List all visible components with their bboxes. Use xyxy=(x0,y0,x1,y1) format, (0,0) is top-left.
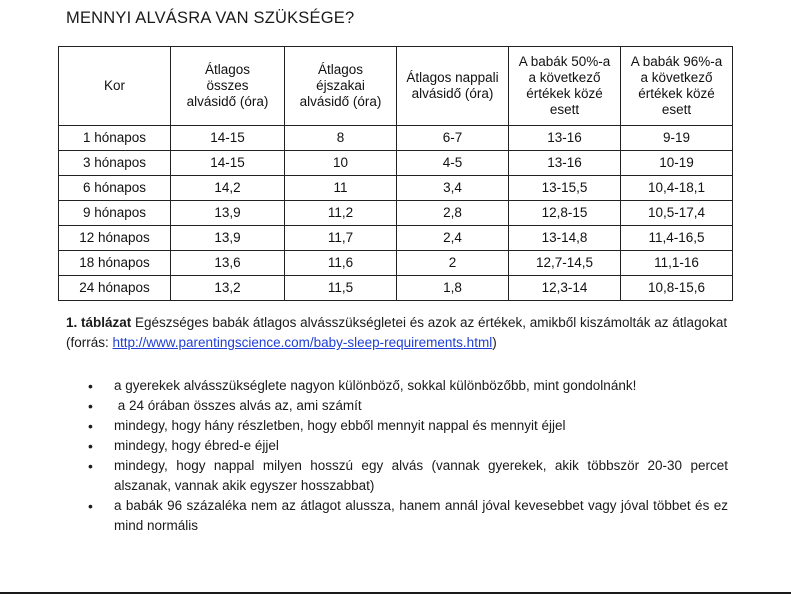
table-cell: 24 hónapos xyxy=(59,276,171,301)
list-item xyxy=(88,496,728,536)
table-row xyxy=(59,151,733,176)
list-item xyxy=(88,456,728,496)
table-cell: 6 hónapos xyxy=(59,176,171,201)
list-item xyxy=(88,376,728,396)
list-item xyxy=(88,416,728,436)
table-cell: 10,8-15,6 xyxy=(621,276,733,301)
table-cell: 10,4-18,1 xyxy=(621,176,733,201)
bullet-icon: • xyxy=(88,378,93,394)
table-cell: 4-5 xyxy=(397,151,509,176)
table-cell: 2,4 xyxy=(397,226,509,251)
table-row xyxy=(59,126,733,151)
list-item-text: mindegy, hogy hány részletben, hogy ebből mennyit nappal és mennyit éjjel xyxy=(114,418,566,433)
table-cell: 11,6 xyxy=(285,251,397,276)
header-50-percent xyxy=(509,47,621,126)
table-cell: 2,8 xyxy=(397,201,509,226)
table-caption xyxy=(66,313,736,353)
table-cell: 13,6 xyxy=(171,251,285,276)
table-cell: 11,5 xyxy=(285,276,397,301)
table-cell: 9 hónapos xyxy=(59,201,171,226)
list-item-text: a babák 96 százaléka nem az átlagot alussza, hanem annál jóval kevesebbet vagy jóval többet és ez mind normális xyxy=(114,498,728,533)
table-row xyxy=(59,176,733,201)
table-cell: 3 hónapos xyxy=(59,151,171,176)
table-cell: 3,4 xyxy=(397,176,509,201)
bullet-icon: • xyxy=(88,498,93,514)
bullet-icon: • xyxy=(88,438,93,454)
table-cell: 11 xyxy=(285,176,397,201)
table-cell: 13-16 xyxy=(509,126,621,151)
table-cell: 11,4-16,5 xyxy=(621,226,733,251)
header-96-percent-text: A babák 96%-a a következő értékek közé esett xyxy=(630,54,723,117)
header-total-sleep xyxy=(171,47,285,126)
caption-text: Egészséges babák átlagos alvásszükségletei és azok az értékek, amikből kiszámolták az átlagokat (forrás: xyxy=(66,315,728,350)
header-50-percent-text: A babák 50%-a a következő értékek közé esett xyxy=(518,54,611,117)
table-cell: 6-7 xyxy=(397,126,509,151)
table-cell: 10 xyxy=(285,151,397,176)
table-cell: 1,8 xyxy=(397,276,509,301)
bullet-list xyxy=(88,376,728,536)
caption-label: 1. táblázat xyxy=(66,315,132,330)
bullet-icon: • xyxy=(88,418,93,434)
header-total-sleep-text: Átlagos összes alvásidő (óra) xyxy=(186,62,269,109)
list-item-text: mindegy, hogy nappal milyen hosszú egy alvás (vannak gyerekek, akik többször 20-30 percet alszanak, vannak akik egyszer hosszabbat) xyxy=(114,458,728,493)
table-cell: 13-15,5 xyxy=(509,176,621,201)
page-bottom-divider xyxy=(0,592,791,594)
header-day-sleep-text: Átlagos nappali alvásidő (óra) xyxy=(406,70,499,101)
table-cell: 12,3-14 xyxy=(509,276,621,301)
table-cell: 13-14,8 xyxy=(509,226,621,251)
table-row xyxy=(59,201,733,226)
bullet-icon: • xyxy=(88,458,93,474)
list-item-text: a 24 órában összes alvás az, ami számít xyxy=(114,398,362,413)
caption-text-end: ) xyxy=(492,335,497,350)
table-cell: 13,9 xyxy=(171,201,285,226)
page-title: MENNYI ALVÁSRA VAN SZÜKSÉGE? xyxy=(66,9,355,27)
table-header-row xyxy=(59,47,733,126)
header-night-sleep-text: Átlagos éjszakai alvásidő (óra) xyxy=(299,62,382,109)
table-row xyxy=(59,276,733,301)
table-cell: 13,9 xyxy=(171,226,285,251)
table-cell: 10,5-17,4 xyxy=(621,201,733,226)
table-cell: 14-15 xyxy=(171,151,285,176)
table-cell: 1 hónapos xyxy=(59,126,171,151)
table-cell: 8 xyxy=(285,126,397,151)
table-cell: 18 hónapos xyxy=(59,251,171,276)
list-item xyxy=(88,396,728,416)
table-cell: 2 xyxy=(397,251,509,276)
table-cell: 13,2 xyxy=(171,276,285,301)
table-cell: 11,7 xyxy=(285,226,397,251)
table-cell: 14-15 xyxy=(171,126,285,151)
table-cell: 13-16 xyxy=(509,151,621,176)
header-day-sleep xyxy=(397,47,509,126)
bullet-icon: • xyxy=(88,398,93,414)
table-cell: 12,7-14,5 xyxy=(509,251,621,276)
list-item xyxy=(88,436,728,456)
table-row xyxy=(59,251,733,276)
table-cell: 9-19 xyxy=(621,126,733,151)
header-96-percent xyxy=(621,47,733,126)
table-cell: 11,1-16 xyxy=(621,251,733,276)
table-cell: 12,8-15 xyxy=(509,201,621,226)
source-link[interactable]: http://www.parentingscience.com/baby-sleep-requirements.html xyxy=(112,335,493,350)
list-item-text: mindegy, hogy ébred-e éjjel xyxy=(114,438,279,453)
table-cell: 14,2 xyxy=(171,176,285,201)
table-row xyxy=(59,226,733,251)
list-item-text: a gyerekek alvásszükséglete nagyon különböző, sokkal különbözőbb, mint gondolnánk! xyxy=(114,378,637,393)
header-night-sleep xyxy=(285,47,397,126)
header-kor: Kor xyxy=(59,47,171,126)
sleep-table xyxy=(58,46,733,301)
table-cell: 12 hónapos xyxy=(59,226,171,251)
table-cell: 11,2 xyxy=(285,201,397,226)
table-cell: 10-19 xyxy=(621,151,733,176)
